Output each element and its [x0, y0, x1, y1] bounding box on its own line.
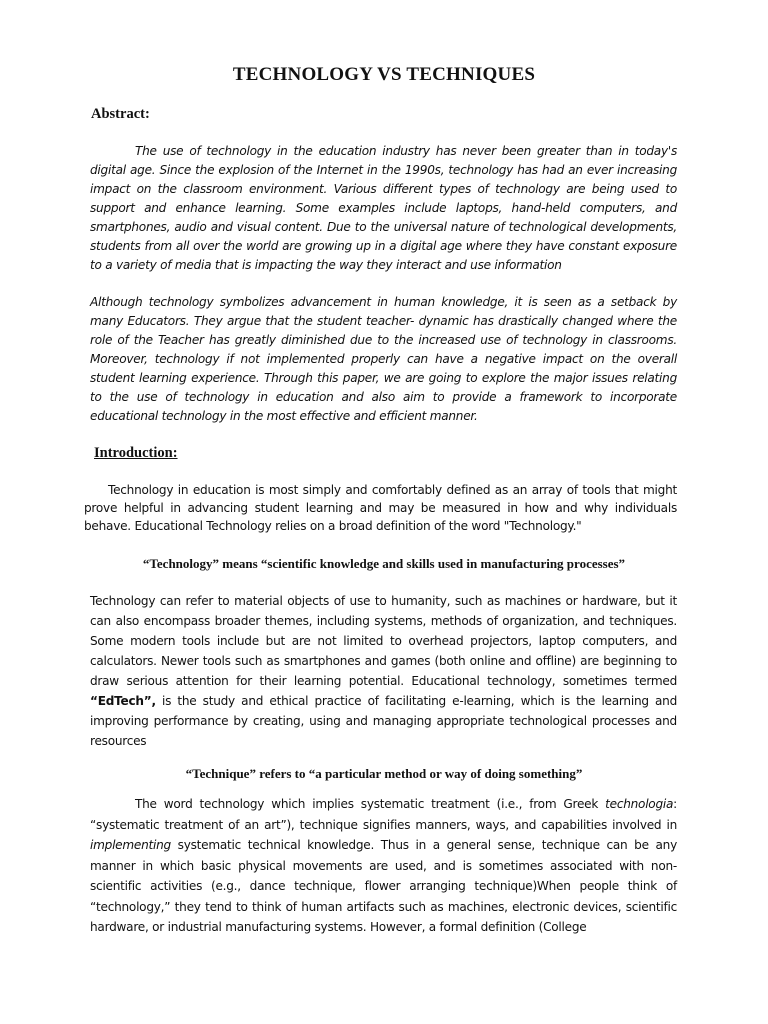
edtech-term: “EdTech”,: [90, 694, 156, 708]
technology-definition-quote: “Technology” means “scientific knowledge and skills used in manufacturing processes”: [142, 556, 626, 571]
technology-paragraph: [90, 591, 677, 751]
implementing-term: implementing: [90, 838, 171, 852]
introduction-heading: Introduction:: [94, 445, 178, 461]
abstract-paragraph-2: Although technology symbolizes advancement in human knowledge, it is seen as a setback by many Educators. They argue that the student teacher- dynamic has drastically changed where the role of the Teacher has greatly diminished due to the increased use of technology in classrooms. Moreover, technology if not implemented properly can have a negative impact on the overall student learning experience. Through this paper, we are going to explore the major issues relating to the use of technology in education and also aim to provide a framework to incorporate educational technology in the most effective and efficient manner.: [90, 295, 677, 423]
technology-paragraph-text-1: Technology can refer to material objects of use to humanity, such as machines or hardware, but it can also encompass broader themes, including systems, methods of organization, and techniques. Some modern tools include but are not limited to overhead projectors, laptop computers, and calculators. Newer tools such as smartphones and games (both online and offline) are beginning to draw serious attention for their learning potential. Educational technology, sometimes termed: [90, 594, 677, 688]
introduction-paragraph: Technology in education is most simply and comfortably defined as an array of tools that might prove helpful in advancing student learning and may be measured in how and why individuals behave. Educational Technology relies on a broad definition of the word "Technology.": [84, 483, 677, 533]
technology-paragraph-text-2: is the study and ethical practice of facilitating e-learning, which is the learning and improving performance by creating, using and managing appropriate technological processes and resources: [90, 694, 677, 748]
technique-paragraph-text-3: systematic technical knowledge. Thus in a general sense, technique can be any manner in which basic physical movements are used, and is sometimes associated with non-scientific activities (e.g., dance technique, flower arranging technique)When people think of “technology,” they tend to think of human artifacts such as machines, electronic devices, scientific hardware, or industrial manufacturing systems. However, a formal definition (College: [90, 838, 677, 934]
abstract-heading: Abstract:: [91, 106, 150, 122]
abstract-paragraph-1: The use of technology in the education industry has never been greater than in today's digital age. Since the explosion of the Internet in the 1990s, technology has had an ever increasing impact on the classroom environment. Various different types of technology are being used to support and enhance learning. Some examples include laptops, hand-held computers, and smartphones, audio and visual content. Due to the universal nature of technological developments, students from all over the world are growing up in a digital age where they have constant exposure to a variety of media that is impacting the way they interact and use information: [90, 144, 677, 272]
technologia-term: technologia: [605, 797, 674, 811]
technique-paragraph: [90, 794, 677, 938]
document-title: TECHNOLOGY VS TECHNIQUES: [232, 64, 536, 85]
technique-paragraph-text-2: : “systematic treatment of an art”), technique signifies manners, ways, and capabilities involved in: [90, 797, 677, 832]
technique-paragraph-text-1: The word technology which implies systematic treatment (i.e., from Greek: [135, 797, 606, 811]
technique-definition-quote: “Technique” refers to “a particular method or way of doing something”: [185, 766, 583, 781]
